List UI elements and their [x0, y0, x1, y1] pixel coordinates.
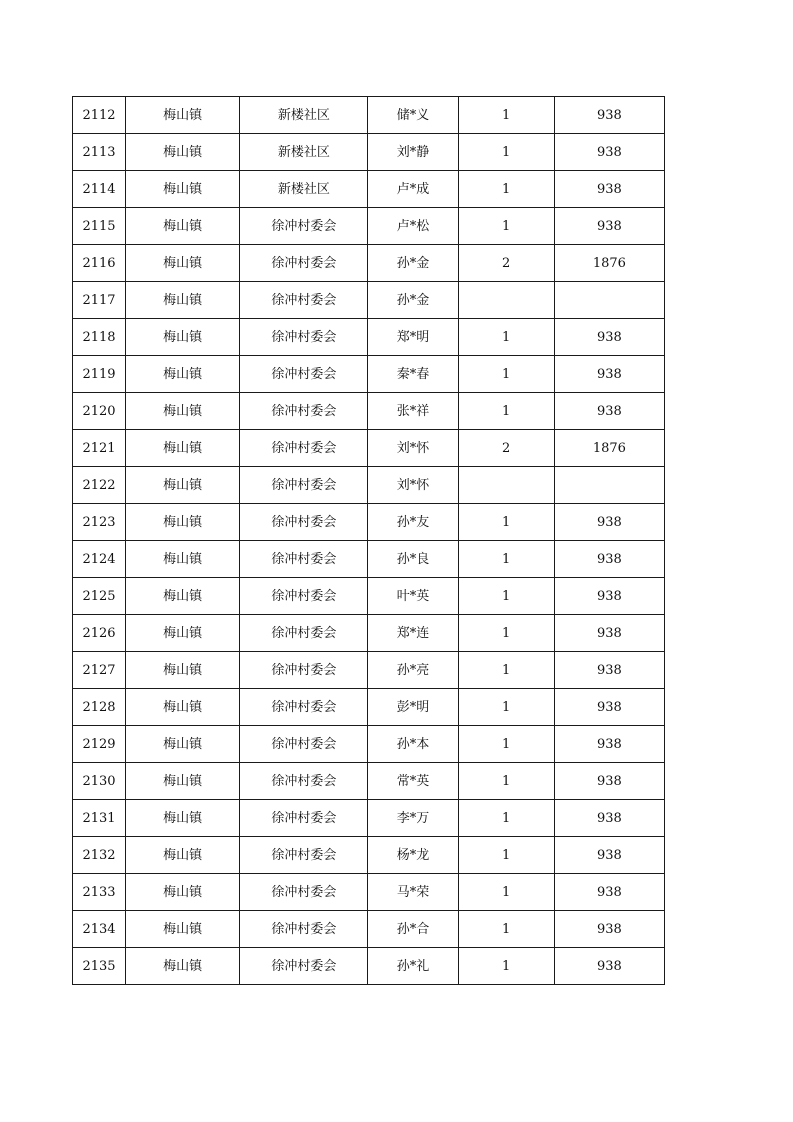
village-cell: 徐冲村委会 [240, 948, 368, 985]
town-cell: 梅山镇 [126, 208, 240, 245]
name-cell: 马*荣 [368, 874, 458, 911]
table-row [73, 393, 665, 430]
village-cell: 新楼社区 [240, 171, 368, 208]
town-cell: 梅山镇 [126, 541, 240, 578]
row-number-cell: 2112 [73, 97, 126, 134]
row-number-cell: 2120 [73, 393, 126, 430]
table-row [73, 689, 665, 726]
name-cell: 储*义 [368, 97, 458, 134]
town-cell: 梅山镇 [126, 430, 240, 467]
town-cell: 梅山镇 [126, 245, 240, 282]
count-cell: 1 [458, 319, 554, 356]
village-cell: 徐冲村委会 [240, 763, 368, 800]
town-cell: 梅山镇 [126, 837, 240, 874]
count-cell: 2 [458, 430, 554, 467]
table-row [73, 837, 665, 874]
table-row [73, 504, 665, 541]
village-cell: 徐冲村委会 [240, 430, 368, 467]
row-number-cell: 2132 [73, 837, 126, 874]
count-cell: 1 [458, 615, 554, 652]
town-cell: 梅山镇 [126, 763, 240, 800]
name-cell: 郑*明 [368, 319, 458, 356]
table-row [73, 356, 665, 393]
village-cell: 徐冲村委会 [240, 800, 368, 837]
table-row [73, 97, 665, 134]
count-cell: 1 [458, 911, 554, 948]
village-cell: 徐冲村委会 [240, 652, 368, 689]
town-cell: 梅山镇 [126, 467, 240, 504]
table-row [73, 282, 665, 319]
name-cell: 孙*合 [368, 911, 458, 948]
village-cell: 徐冲村委会 [240, 245, 368, 282]
row-number-cell: 2129 [73, 726, 126, 763]
table-row [73, 319, 665, 356]
row-number-cell: 2121 [73, 430, 126, 467]
amount-cell: 938 [554, 208, 664, 245]
table-row [73, 800, 665, 837]
row-number-cell: 2130 [73, 763, 126, 800]
village-cell: 徐冲村委会 [240, 541, 368, 578]
count-cell: 1 [458, 578, 554, 615]
town-cell: 梅山镇 [126, 282, 240, 319]
row-number-cell: 2113 [73, 134, 126, 171]
count-cell: 1 [458, 689, 554, 726]
count-cell: 1 [458, 874, 554, 911]
row-number-cell: 2115 [73, 208, 126, 245]
town-cell: 梅山镇 [126, 171, 240, 208]
row-number-cell: 2127 [73, 652, 126, 689]
count-cell: 1 [458, 541, 554, 578]
amount-cell [554, 282, 664, 319]
table-row [73, 245, 665, 282]
name-cell: 刘*怀 [368, 467, 458, 504]
count-cell: 1 [458, 948, 554, 985]
amount-cell: 1876 [554, 245, 664, 282]
row-number-cell: 2126 [73, 615, 126, 652]
count-cell: 1 [458, 837, 554, 874]
name-cell: 孙*金 [368, 282, 458, 319]
table-row [73, 652, 665, 689]
name-cell: 孙*亮 [368, 652, 458, 689]
amount-cell: 938 [554, 726, 664, 763]
table-row [73, 171, 665, 208]
village-cell: 徐冲村委会 [240, 689, 368, 726]
count-cell [458, 282, 554, 319]
town-cell: 梅山镇 [126, 726, 240, 763]
amount-cell: 938 [554, 615, 664, 652]
name-cell: 李*万 [368, 800, 458, 837]
table-row [73, 430, 665, 467]
amount-cell: 938 [554, 911, 664, 948]
row-number-cell: 2116 [73, 245, 126, 282]
town-cell: 梅山镇 [126, 134, 240, 171]
table-row [73, 763, 665, 800]
village-cell: 徐冲村委会 [240, 467, 368, 504]
village-cell: 徐冲村委会 [240, 393, 368, 430]
table-row [73, 134, 665, 171]
amount-cell: 938 [554, 763, 664, 800]
name-cell: 郑*连 [368, 615, 458, 652]
count-cell: 1 [458, 726, 554, 763]
count-cell [458, 467, 554, 504]
village-cell: 徐冲村委会 [240, 874, 368, 911]
village-cell: 徐冲村委会 [240, 504, 368, 541]
table-row [73, 911, 665, 948]
amount-cell: 938 [554, 356, 664, 393]
amount-cell: 938 [554, 504, 664, 541]
village-cell: 徐冲村委会 [240, 837, 368, 874]
name-cell: 常*英 [368, 763, 458, 800]
row-number-cell: 2117 [73, 282, 126, 319]
town-cell: 梅山镇 [126, 689, 240, 726]
name-cell: 张*祥 [368, 393, 458, 430]
amount-cell: 1876 [554, 430, 664, 467]
data-table [72, 96, 665, 985]
name-cell: 孙*礼 [368, 948, 458, 985]
name-cell: 孙*金 [368, 245, 458, 282]
town-cell: 梅山镇 [126, 652, 240, 689]
town-cell: 梅山镇 [126, 356, 240, 393]
town-cell: 梅山镇 [126, 393, 240, 430]
row-number-cell: 2133 [73, 874, 126, 911]
name-cell: 孙*良 [368, 541, 458, 578]
table-row [73, 578, 665, 615]
town-cell: 梅山镇 [126, 97, 240, 134]
row-number-cell: 2123 [73, 504, 126, 541]
amount-cell: 938 [554, 800, 664, 837]
row-number-cell: 2128 [73, 689, 126, 726]
name-cell: 卢*成 [368, 171, 458, 208]
name-cell: 刘*静 [368, 134, 458, 171]
village-cell: 徐冲村委会 [240, 578, 368, 615]
village-cell: 徐冲村委会 [240, 615, 368, 652]
name-cell: 孙*友 [368, 504, 458, 541]
name-cell: 卢*松 [368, 208, 458, 245]
row-number-cell: 2134 [73, 911, 126, 948]
row-number-cell: 2118 [73, 319, 126, 356]
table-row [73, 467, 665, 504]
row-number-cell: 2131 [73, 800, 126, 837]
row-number-cell: 2114 [73, 171, 126, 208]
count-cell: 1 [458, 504, 554, 541]
count-cell: 1 [458, 393, 554, 430]
amount-cell: 938 [554, 134, 664, 171]
amount-cell: 938 [554, 948, 664, 985]
name-cell: 彭*明 [368, 689, 458, 726]
village-cell: 徐冲村委会 [240, 208, 368, 245]
town-cell: 梅山镇 [126, 800, 240, 837]
town-cell: 梅山镇 [126, 911, 240, 948]
name-cell: 秦*春 [368, 356, 458, 393]
name-cell: 叶*英 [368, 578, 458, 615]
village-cell: 徐冲村委会 [240, 726, 368, 763]
table-row [73, 726, 665, 763]
village-cell: 新楼社区 [240, 134, 368, 171]
count-cell: 1 [458, 208, 554, 245]
table-row [73, 948, 665, 985]
count-cell: 1 [458, 800, 554, 837]
amount-cell: 938 [554, 837, 664, 874]
town-cell: 梅山镇 [126, 874, 240, 911]
row-number-cell: 2135 [73, 948, 126, 985]
amount-cell: 938 [554, 97, 664, 134]
row-number-cell: 2124 [73, 541, 126, 578]
table-row [73, 874, 665, 911]
name-cell: 孙*本 [368, 726, 458, 763]
count-cell: 1 [458, 763, 554, 800]
village-cell: 徐冲村委会 [240, 356, 368, 393]
row-number-cell: 2119 [73, 356, 126, 393]
village-cell: 新楼社区 [240, 97, 368, 134]
town-cell: 梅山镇 [126, 504, 240, 541]
count-cell: 1 [458, 97, 554, 134]
row-number-cell: 2125 [73, 578, 126, 615]
count-cell: 1 [458, 356, 554, 393]
table-body [73, 97, 665, 985]
count-cell: 1 [458, 652, 554, 689]
amount-cell: 938 [554, 393, 664, 430]
village-cell: 徐冲村委会 [240, 319, 368, 356]
name-cell: 杨*龙 [368, 837, 458, 874]
table-row [73, 208, 665, 245]
amount-cell: 938 [554, 171, 664, 208]
count-cell: 1 [458, 134, 554, 171]
amount-cell: 938 [554, 652, 664, 689]
amount-cell: 938 [554, 578, 664, 615]
amount-cell: 938 [554, 689, 664, 726]
amount-cell [554, 467, 664, 504]
village-cell: 徐冲村委会 [240, 282, 368, 319]
table-row [73, 541, 665, 578]
amount-cell: 938 [554, 319, 664, 356]
town-cell: 梅山镇 [126, 578, 240, 615]
amount-cell: 938 [554, 874, 664, 911]
count-cell: 1 [458, 171, 554, 208]
name-cell: 刘*怀 [368, 430, 458, 467]
town-cell: 梅山镇 [126, 615, 240, 652]
count-cell: 2 [458, 245, 554, 282]
table-row [73, 615, 665, 652]
village-cell: 徐冲村委会 [240, 911, 368, 948]
town-cell: 梅山镇 [126, 319, 240, 356]
row-number-cell: 2122 [73, 467, 126, 504]
town-cell: 梅山镇 [126, 948, 240, 985]
amount-cell: 938 [554, 541, 664, 578]
